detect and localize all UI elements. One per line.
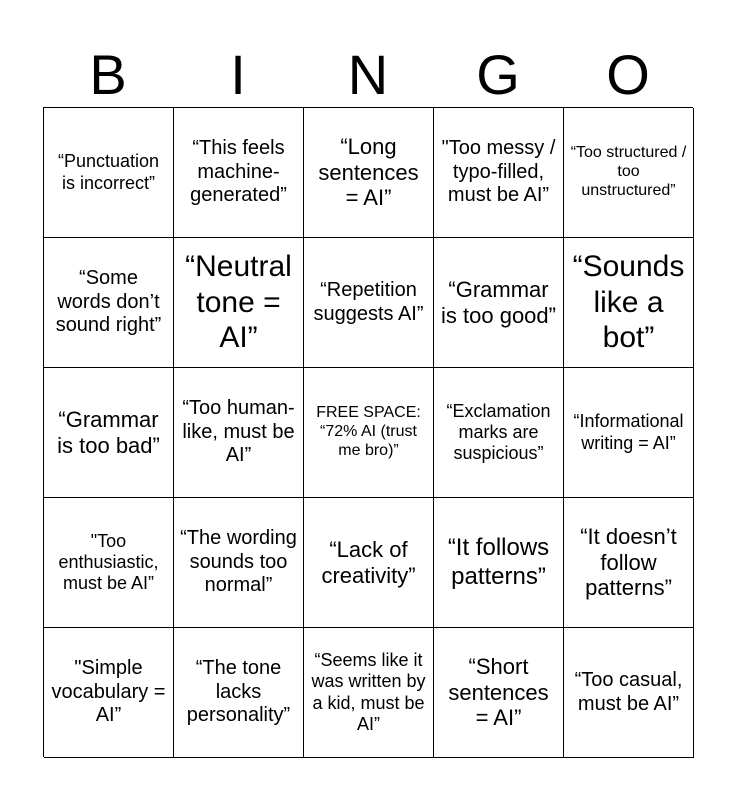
bingo-cell-o2[interactable]: “Sounds like a bot” bbox=[564, 238, 694, 368]
bingo-grid bbox=[43, 107, 693, 757]
bingo-cell-n4[interactable]: “Lack of creativity” bbox=[304, 498, 434, 628]
bingo-cell-b4[interactable]: "Too enthusiastic, must be AI” bbox=[44, 498, 174, 628]
bingo-cell-g5[interactable]: “Short sentences = AI” bbox=[434, 628, 564, 758]
header-letter-n: N bbox=[347, 43, 389, 106]
bingo-cell-g3[interactable]: “Exclamation marks are suspicious” bbox=[434, 368, 564, 498]
bingo-cell-b5[interactable]: "Simple vocabulary = AI” bbox=[44, 628, 174, 758]
header-letter-i: I bbox=[230, 43, 246, 106]
bingo-cell-i1[interactable]: “This feels machine-generated” bbox=[174, 108, 304, 238]
header-letter-g: G bbox=[476, 43, 520, 106]
bingo-cell-o3[interactable]: “Informational writing = AI” bbox=[564, 368, 694, 498]
bingo-cell-b3[interactable]: “Grammar is too bad” bbox=[44, 368, 174, 498]
bingo-header bbox=[43, 42, 693, 108]
bingo-cell-g1[interactable]: "Too messy / typo-filled, must be AI” bbox=[434, 108, 564, 238]
bingo-cell-n5[interactable]: “Seems like it was written by a kid, must be AI” bbox=[304, 628, 434, 758]
free-space-cell[interactable]: FREE SPACE: “72% AI (trust me bro)” bbox=[304, 368, 434, 498]
bingo-cell-i4[interactable]: “The wording sounds too normal” bbox=[174, 498, 304, 628]
header-letter-o: O bbox=[606, 43, 650, 106]
bingo-cell-i2[interactable]: “Neutral tone = AI” bbox=[174, 238, 304, 368]
bingo-cell-o1[interactable]: “Too structured / too unstructured” bbox=[564, 108, 694, 238]
bingo-cell-o5[interactable]: “Too casual, must be AI” bbox=[564, 628, 694, 758]
bingo-cell-i3[interactable]: “Too human-like, must be AI” bbox=[174, 368, 304, 498]
bingo-cell-g2[interactable]: “Grammar is too good” bbox=[434, 238, 564, 368]
bingo-cell-n1[interactable]: “Long sentences = AI” bbox=[304, 108, 434, 238]
bingo-cell-g4[interactable]: “It follows patterns” bbox=[434, 498, 564, 628]
bingo-cell-i5[interactable]: “The tone lacks personality” bbox=[174, 628, 304, 758]
header-letter-b: B bbox=[89, 43, 127, 106]
bingo-cell-b2[interactable]: “Some words don’t sound right” bbox=[44, 238, 174, 368]
bingo-cell-o4[interactable]: “It doesn’t follow patterns” bbox=[564, 498, 694, 628]
bingo-cell-b1[interactable]: “Punctuation is incorrect” bbox=[44, 108, 174, 238]
bingo-cell-n2[interactable]: “Repetition suggests AI” bbox=[304, 238, 434, 368]
